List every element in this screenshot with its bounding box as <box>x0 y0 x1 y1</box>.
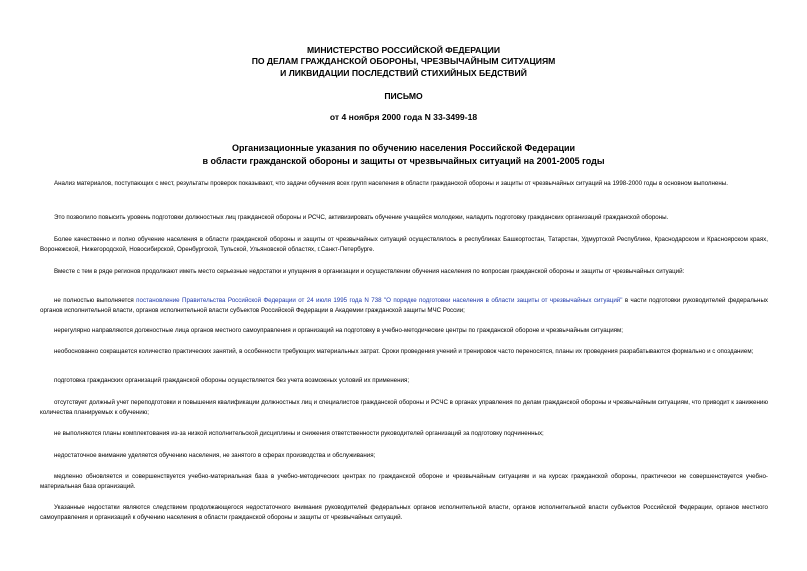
paragraph-shortcomings-intro: Вместе с тем в ряде регионов продолжают иметь место серьезные недостатки и упущения в организации и осуществлении обучения населения по вопросам гражданской обороны и защиты от чрезвычайных ситуаций: <box>54 268 685 275</box>
ministry-header-line-2: ПО ДЕЛАМ ГРАЖДАНСКОЙ ОБОРОНЫ, ЧРЕЗВЫЧАЙНЫМ СИТУАЦИЯМ <box>251 56 556 67</box>
paragraph-irregular-training: нерегулярно направляются должностные лица органов местного самоуправления и организаций на подготовку в учебно-методические центры по гражданской обороне и чрезвычайным ситуациям; <box>54 327 623 334</box>
document-title-line-2: в области гражданской обороны и защиты от чрезвычайных ситуаций на 2001-2005 годы <box>202 155 605 166</box>
ministry-header-line-1: МИНИСТЕРСТВО РОССИЙСКОЙ ФЕДЕРАЦИИ <box>306 45 501 55</box>
ministry-header-line-3: И ЛИКВИДАЦИИ ПОСЛЕДСТВИЙ СТИХИЙНЫХ БЕДСТВИЙ <box>280 67 527 78</box>
paragraph-resolution-text-after: в части подготовки руководителей федеральных органов исполнительной власти, органов исполнительной власти субъектов Российской Федерации в Академии гражданской защиты МЧС России; <box>40 297 768 314</box>
paragraph-training-base: медленно обновляется и совершенствуется учебно-материальная база в учебно-методических центрах по гражданской обороне и чрезвычайным ситуациям и на курсах гражданской обороны, практически не совершенствуется учебно-материальная база организаций. <box>40 473 768 490</box>
paragraph-staffing-plans: не выполняются планы комплектования из-за низкой исполнительской дисциплины и снижения ответственности руководителей организаций за подготовку подчиненных; <box>54 430 544 437</box>
paragraph-retraining-accounting: отсутствует должный учет переподготовки и повышения квалификации должностных лиц и специалистов гражданской обороны и РСЧС в органах управления по делам гражданской обороны и чрезвычайным ситуациям, что приводит к занижению количества планируемых к обучению; <box>40 399 768 416</box>
paragraph-unemployed-population: недостаточное внимание уделяется обучению населения, не занятого в сферах производства и обслуживания; <box>54 452 376 459</box>
paragraph-resolution-not-fulfilled <box>40 296 768 316</box>
ministry-header <box>0 45 807 79</box>
document-type: ПИСЬМО <box>384 91 423 101</box>
document-title-line-1: Организационные указания по обучению населения Российской Федерации <box>231 143 576 153</box>
paragraph-conclusion: Указанные недостатки являются следствием продолжающегося недостаточного внимания руководителей федеральных органов исполнительной власти, органов исполнительной власти субъектов Российской Федерации, органов местного самоуправления и организаций к обучению населения в области гражданской обороны и защиты от чрезвычайных ситуаций. <box>40 504 768 521</box>
document-title <box>0 142 807 167</box>
paragraph-resolution-text-before: не полностью выполняется <box>54 297 137 304</box>
paragraph-improvement: Это позволило повысить уровень подготовки должностных лиц гражданской обороны и РСЧС, активизировать обучение учащейся молодежи, наладить подготовку гражданских организаций гражданской обороны. <box>54 214 669 221</box>
paragraph-civil-organizations: подготовка гражданских организаций гражданской обороны осуществляется без учета возможных условий их применения; <box>54 377 410 384</box>
paragraph-analysis: Анализ материалов, поступающих с мест, результаты проверок показывают, что задачи обучения всех групп населения в области гражданской обороны и защиты от чрезвычайных ситуаций на 1998-2000 годы в основном выполнены. <box>54 180 728 187</box>
resolution-738-link[interactable]: постановление Правительства Российской Федерации от 24 июля 1995 года N 738 "О порядке подготовки населения в области защиты от чрезвычайных ситуаций" <box>136 297 623 304</box>
document-date: от 4 ноября 2000 года N 33-3499-18 <box>329 112 478 122</box>
paragraph-regions: Более качественно и полно обучение населения в области гражданской обороны и защиты от чрезвычайных ситуаций осуществлялось в республиках Башкортостан, Татарстан, Удмуртской Республике, Краснодарском и Красноярском краях, Воронежской, Нижегородской, Новосибирской, Оренбургской, Тульской, Ульяновской областях, г.Санкт-Петербурге. <box>40 236 768 253</box>
paragraph-practical-classes: необоснованно сокращается количество практических занятий, в особенности требующих материальных затрат. Сроки проведения учений и тренировок часто переносятся, планы их проведения разрабатываются формально и с опозданием; <box>54 348 754 355</box>
